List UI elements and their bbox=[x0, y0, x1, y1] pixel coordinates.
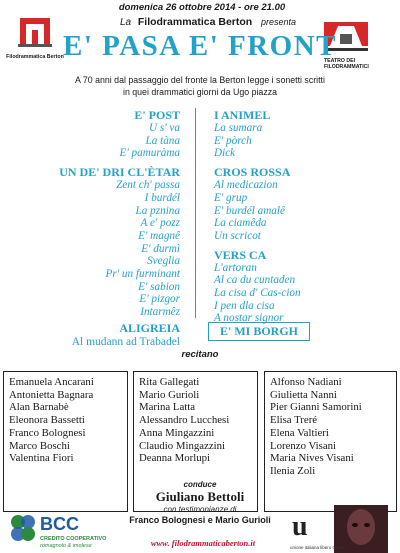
cast-member: Deanna Morlupi bbox=[139, 452, 211, 465]
event-date: domenica 26 ottobre 2014 - ore 21.00 bbox=[118, 2, 286, 13]
cast-member: Emanuela Ancarani bbox=[9, 376, 94, 388]
uilt-logo bbox=[290, 505, 390, 553]
borgh-box: E' MI BORGH bbox=[208, 322, 310, 341]
main-title: E' PASA E' FRONT bbox=[62, 30, 338, 62]
poem-title: Dick bbox=[214, 147, 236, 160]
poem-title: Un scricot bbox=[214, 229, 261, 242]
uilt-label: unione italiana libero teatro bbox=[290, 545, 345, 550]
poem-title: La cisa d' Cas-cion bbox=[214, 287, 301, 300]
poem-title: U s' va bbox=[149, 122, 180, 134]
cast-member: Mario Gurioli bbox=[139, 388, 200, 401]
poem-title: La pznina bbox=[135, 204, 180, 217]
cast-box-3 bbox=[264, 371, 397, 512]
poem-list-left bbox=[38, 108, 180, 319]
poem-title: Intarmêz bbox=[140, 306, 180, 319]
bcc-subtitle: CREDITO COOPERATIVO bbox=[40, 536, 107, 542]
subtitle-line-1: A 70 anni dal passaggio del fronte la Berton legge i sonetti scritti bbox=[75, 75, 325, 85]
cast-member: Marina Latta bbox=[139, 401, 196, 414]
cast-member: Elena Valtieri bbox=[270, 426, 329, 439]
testimony-intro: con testimonianze di bbox=[163, 505, 237, 514]
column-divider bbox=[195, 108, 196, 318]
poem-title: Sveglia bbox=[147, 255, 180, 268]
la-text: La bbox=[119, 17, 132, 28]
subtitle-line-2: in quei drammatici giorni da Ugo piazza bbox=[122, 87, 278, 97]
recitano-label: recitano bbox=[181, 349, 219, 360]
bcc-emblem-icon bbox=[8, 512, 38, 546]
cast-member: Marco Boschi bbox=[9, 439, 70, 452]
section-heading: UN DE' DRI CL'ÈTAR bbox=[59, 165, 180, 180]
cast-member: Alessandro Lucchesi bbox=[139, 414, 230, 427]
poem-title: E' pizgor bbox=[139, 293, 180, 306]
section-heading: VERS CA bbox=[214, 247, 267, 262]
section-heading: I ANIMEL bbox=[214, 108, 271, 122]
poem-title: E' pòrch bbox=[214, 134, 252, 147]
logo-right-text: TEATRO DEI FILODRAMMATICI bbox=[324, 58, 369, 70]
poem-list-right bbox=[214, 108, 374, 325]
poem-title: La tàna bbox=[145, 134, 180, 147]
testimony-line bbox=[110, 505, 290, 525]
bcc-label: BCC bbox=[40, 514, 79, 534]
cast-member: Maria Nives Visani bbox=[270, 452, 354, 465]
poem-title: E' burdél amalê bbox=[214, 204, 285, 217]
organizer-name: Filodrammatica Berton bbox=[137, 16, 253, 28]
aligreia-section bbox=[30, 321, 180, 349]
bcc-subtitle-2: romagnolo & imolese bbox=[40, 543, 92, 549]
cast-member: Antonietta Bagnara bbox=[9, 388, 94, 401]
cast-member: Alfonso Nadiani bbox=[270, 376, 342, 388]
poem-title: Al ca du cuntaden bbox=[214, 274, 296, 287]
section-heading: E' POST bbox=[134, 108, 180, 122]
poem-title: I pen dla cisa bbox=[214, 299, 275, 312]
testimony-names: Franco Bolognesi e Mario Gurioli bbox=[129, 515, 271, 525]
poem-title: La sumara bbox=[214, 122, 263, 134]
organizer-line bbox=[118, 16, 298, 28]
cast-member: Franco Bolognesi bbox=[9, 426, 86, 439]
svg-text:u: u bbox=[292, 511, 308, 542]
poem-title: E' magnê bbox=[138, 229, 180, 242]
cast-member: Claudio Mingazzini bbox=[139, 439, 226, 452]
poem-title: Al medicazion bbox=[214, 179, 278, 192]
poem-title: Al mudann ad Trabadel bbox=[71, 336, 180, 348]
cast-member: Lorenzo Visani bbox=[270, 439, 337, 452]
poem-title: A e' pozz bbox=[140, 217, 180, 230]
section-heading: CROS ROSSA bbox=[214, 165, 291, 180]
cast-member: Giulietta Nanni bbox=[270, 388, 337, 401]
uilt-emblem-icon bbox=[290, 505, 330, 545]
poem-title: L'artoran bbox=[214, 261, 257, 274]
cast-member: Alan Barnabè bbox=[9, 401, 69, 414]
poem-title: Zent ch' passa bbox=[116, 179, 180, 192]
director-name: Giuliano Bettoli bbox=[155, 489, 245, 504]
poem-title: La ciamêda bbox=[214, 217, 267, 230]
conduce-label: conduce bbox=[183, 480, 217, 489]
cast-member: Anna Mingazzini bbox=[139, 426, 215, 439]
poem-title: I burdél bbox=[144, 191, 180, 204]
poem-title: E' grup bbox=[214, 191, 248, 204]
section-heading: ALIGREIA bbox=[119, 321, 180, 335]
poem-title: E' sabion bbox=[138, 280, 180, 293]
logo-left-text: Filodrammatica Berton bbox=[6, 54, 64, 60]
cast-member: Ilenia Zoli bbox=[270, 464, 316, 477]
cast-member: Elisa Treré bbox=[270, 414, 318, 427]
poem-title: Pr' un furminant bbox=[105, 268, 180, 281]
cast-member: Valentina Fiori bbox=[9, 452, 74, 465]
cast-box-1 bbox=[3, 371, 128, 512]
cast-member: Rita Gallegati bbox=[139, 376, 200, 388]
poem-title: A nostar signor bbox=[214, 312, 284, 325]
bcc-logo bbox=[8, 512, 108, 552]
website-link[interactable]: www. filodrammaticaberton.it bbox=[150, 538, 256, 548]
poem-title: E' pamuràma bbox=[119, 147, 180, 160]
subtitle bbox=[40, 74, 360, 98]
cast-member: Eleonora Bassetti bbox=[9, 414, 85, 427]
presenta-text: presenta bbox=[261, 17, 297, 27]
poem-title: E' durmì bbox=[141, 242, 180, 255]
cast-member: Pier Gianni Samorini bbox=[270, 401, 362, 414]
